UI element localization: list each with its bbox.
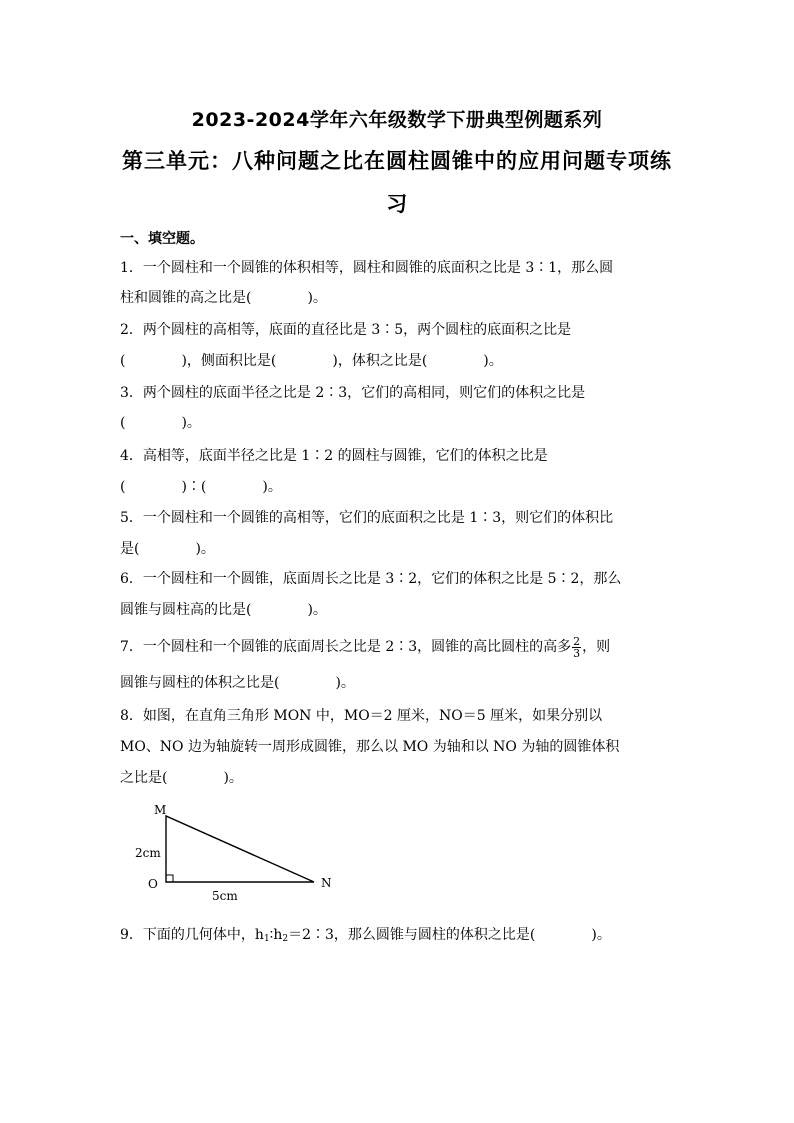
vertex-m-label: M <box>154 803 167 817</box>
question-5-line-1: 5．一个圆柱和一个圆锥的高相等，它们的底面积之比是 1∶3，则它们的体积比 <box>120 510 614 526</box>
question-1-line-1: 1．一个圆柱和一个圆锥的体积相等，圆柱和圆锥的底面积之比是 3∶1，那么圆 <box>120 260 614 276</box>
question-6-line-1: 6．一个圆柱和一个圆锥，底面周长之比是 3∶2，它们的体积之比是 5∶2，那么 <box>120 571 622 587</box>
side-on-length: 5cm <box>212 889 238 903</box>
question-9-line-1 <box>120 925 680 949</box>
vertex-n-label: N <box>321 876 332 890</box>
question-1-line-2: 柱和圆锥的高之比是( )。 <box>120 290 327 306</box>
triangle-mon <box>166 816 314 882</box>
subscript-2: 2 <box>282 934 289 944</box>
question-2-line-2: ( )，侧面积比是( )，体积之比是( )。 <box>120 353 503 369</box>
right-triangle-figure <box>128 800 348 910</box>
worksheet-subtitle-cont: 习 <box>386 192 408 216</box>
vertex-o-label: O <box>148 877 158 891</box>
fraction-numerator: 2 <box>573 634 581 648</box>
question-8-line-3: 之比是( )。 <box>120 770 243 786</box>
question-2-line-1: 2．两个圆柱的高相等，底面的直径比是 3∶5，两个圆柱的底面积之比是 <box>120 322 572 338</box>
side-mo-length: 2cm <box>135 846 161 860</box>
question-9-text-c: ＝2∶3，那么圆锥与圆柱的体积之比是( )。 <box>288 927 611 943</box>
question-4-line-1: 4．高相等，底面半径之比是 1∶2 的圆柱与圆锥，它们的体积之比是 <box>120 448 548 464</box>
right-angle-mark <box>166 875 173 882</box>
question-3-line-1: 3．两个圆柱的底面半径之比是 2∶3，它们的高相同，则它们的体积之比是 <box>120 385 586 401</box>
worksheet-title: 2023-2024学年六年级数学下册典型例题系列 <box>191 109 603 131</box>
question-7-line-2: 圆锥与圆柱的体积之比是( )。 <box>120 675 355 691</box>
fraction-denominator: 3 <box>573 646 581 660</box>
question-4-line-2: ( )∶( )。 <box>120 479 282 495</box>
fraction-two-thirds <box>572 636 581 659</box>
question-8-line-2: MO、NO 边为轴旋转一周形成圆锥，那么以 MO 为轴和以 NO 为轴的圆锥体积 <box>120 739 620 755</box>
question-9-text-a: 9．下面的几何体中，h <box>120 927 264 943</box>
section-heading: 一、填空题。 <box>120 231 204 247</box>
question-7-line-1 <box>120 633 680 661</box>
question-8-line-1: 8．如图，在直角三角形 MON 中，MO＝2 厘米，NO＝5 厘米，如果分别以 <box>120 708 603 724</box>
worksheet-subtitle: 第三单元：八种问题之比在圆柱圆锥中的应用问题专项练 <box>122 149 672 173</box>
question-3-line-2: ( )。 <box>120 415 201 431</box>
subscript-1: 1 <box>263 934 270 944</box>
question-5-line-2: 是( )。 <box>120 541 215 557</box>
question-7-text-a: 7．一个圆柱和一个圆锥的底面周长之比是 2∶3，圆锥的高比圆柱的高多 <box>120 639 572 655</box>
question-6-line-2: 圆锥与圆柱高的比是( )。 <box>120 602 327 618</box>
question-7-text-b: ，则 <box>582 639 611 655</box>
question-9-text-b: ∶h <box>269 927 283 943</box>
